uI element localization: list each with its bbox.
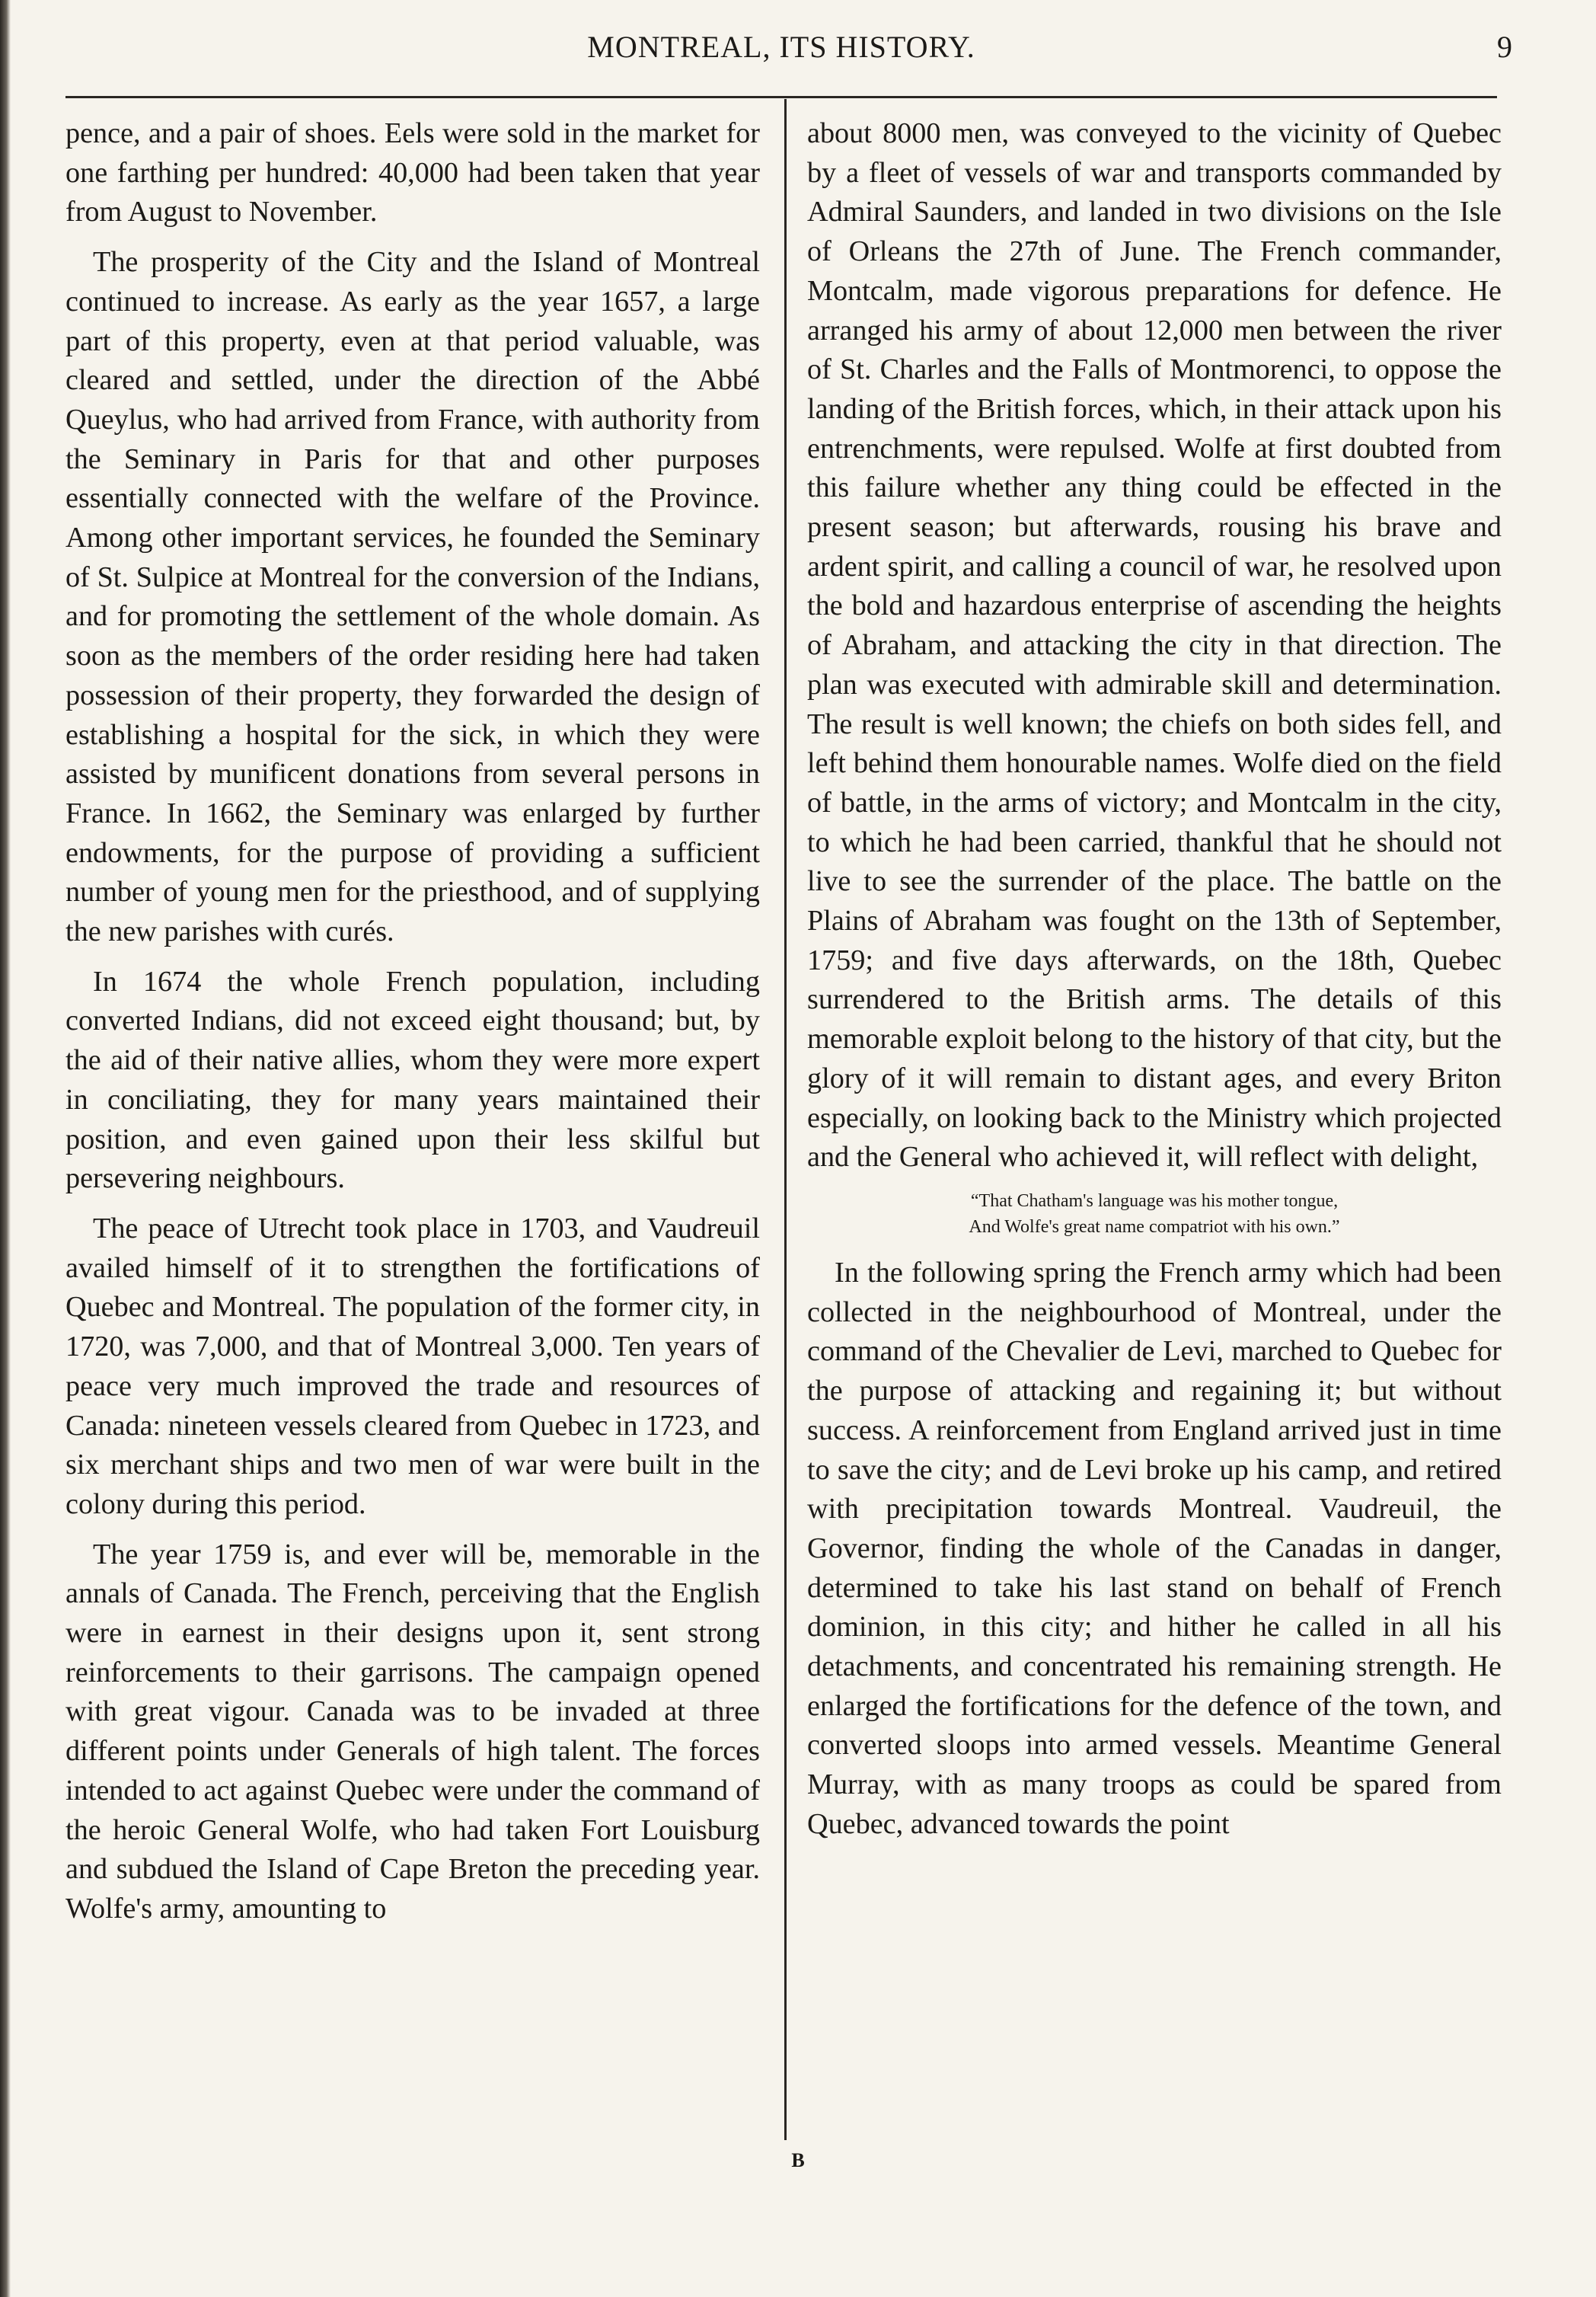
page-number: 9: [1497, 30, 1512, 64]
left-paragraph-5: The year 1759 is, and ever will be, memorable in the annals of Canada. The French, perceiving that the English were in earnest in their designs upon it, sent strong reinforcements to their garrisons. The campaign opened with great vigour. Canada was to be invaded at three different points under Generals of high talent. The forces intended to act against Quebec were under the command of the heroic General Wolfe, who had taken Fort Louisburg and subdued the Island of Cape Breton the preceding year. Wolfe's army, amounting to: [65, 1538, 760, 1925]
right-paragraph-2: In the following spring the French army which had been collected in the neighbourhood of Montreal, under the command of the Chevalier de Levi, marched to Quebec for the purpose of attacking and regaining it; but without success. A reinforcement from England arrived just in time to save the city; and de Levi broke up his camp, and retired with precipitation towards Montreal. Vaudreuil, the Governor, finding the whole of the Canadas in danger, determined to take his last stand on behalf of French dominion, in this city; and hither he called in all his detachments, and concentrated his remaining strength. He enlarged the fortifications for the defence of the town, and converted sloops into armed vessels. Meantime General Murray, with as many troops as could be spared from Quebec, advanced towards the point: [807, 1256, 1502, 1840]
header-rule: [65, 96, 1497, 98]
page-header: [65, 29, 1512, 75]
right-column: [807, 114, 1502, 1855]
left-column: [65, 114, 760, 1940]
page-binding-shadow: [0, 0, 11, 2297]
left-paragraph-1: pence, and a pair of shoes. Eels were sold in the market for one farthing per hundred: 40,000 had been taken that year from August to November.: [65, 117, 760, 228]
column-divider: [784, 99, 787, 2140]
left-paragraph-3: In 1674 the whole French population, including converted Indians, did not exceed eight thousand; but, by the aid of their native allies, whom they were more expert in conciliating, they for many years maintained their position, and even gained upon their less skilful but persevering neighbours.: [65, 965, 760, 1195]
left-paragraph-4: The peace of Utrecht took place in 1703, and Vaudreuil availed himself of it to strengthen the fortifications of Quebec and Montreal. The population of the former city, in 1720, was 7,000, and that of Montreal 3,000. Ten years of peace very much improved the trade and resources of Canada: nineteen vessels cleared from Quebec in 1723, and six merchant ships and two men of war were built in the colony during this period.: [65, 1212, 760, 1520]
running-title: MONTREAL, ITS HISTORY.: [587, 30, 975, 64]
right-paragraph-1: about 8000 men, was conveyed to the vicinity of Quebec by a fleet of vessels of war and transports commanded by Admiral Saunders, and landed in two divisions on the Isle of Orleans the 27th of June. The French commander, Montcalm, made vigorous preparations for defence. He arranged his army of about 12,000 men between the river of St. Charles and the Falls of Montmorenci, to oppose the landing of the British forces, which, in their attack upon his entrenchments, were repulsed. Wolfe at first doubted from this failure whether any thing could be effected in the present season; but afterwards, rousing his brave and ardent spirit, and calling a council of war, he resolved upon the bold and hazardous enterprise of ascending the heights of Abraham, and attacking the city in that direction. The plan was executed with admirable skill and determination. The result is well known; the chiefs on both sides fell, and left behind them honourable names. Wolfe died on the field of battle, in the arms of victory; and Montcalm in the city, to which he had been carried, thankful that he should not live to see the surrender of the place. The battle on the Plains of Abraham was fought on the 13th of September, 1759; and five days afterwards, on the 18th, Quebec surrendered to the British arms. The details of this memorable exploit belong to the history of that city, but the glory of it will remain to distant ages, and every Briton especially, on looking back to the Ministry which projected and the General who achieved it, will reflect with delight,: [807, 117, 1502, 1174]
quote-line-2: And Wolfe's great name compatriot with his own.”: [969, 1216, 1340, 1237]
verse-quotation: [807, 1188, 1502, 1240]
signature-mark: B: [791, 2149, 805, 2171]
left-paragraph-2: The prosperity of the City and the Island of Montreal continued to increase. As early as the year 1657, a large part of this property, even at that period valuable, was cleared and settled, under the direction of the Abbé Queylus, who had arrived from France, with authority from the Seminary in Paris for that and other purposes essentially connected with the welfare of the Province. Among other important services, he founded the Seminary of St. Sulpice at Montreal for the conversion of the Indians, and for promoting the settlement of the whole domain. As soon as the members of the order residing here had taken possession of their property, they forwarded the design of establishing a hospital for the sick, in which they were assisted by munificent donations from several persons in France. In 1662, the Seminary was enlarged by further endowments, for the purpose of providing a sufficient number of young men for the priesthood, and of supplying the new parishes with curés.: [65, 246, 760, 948]
quote-line-1: “That Chatham's language was his mother tongue,: [970, 1190, 1339, 1211]
